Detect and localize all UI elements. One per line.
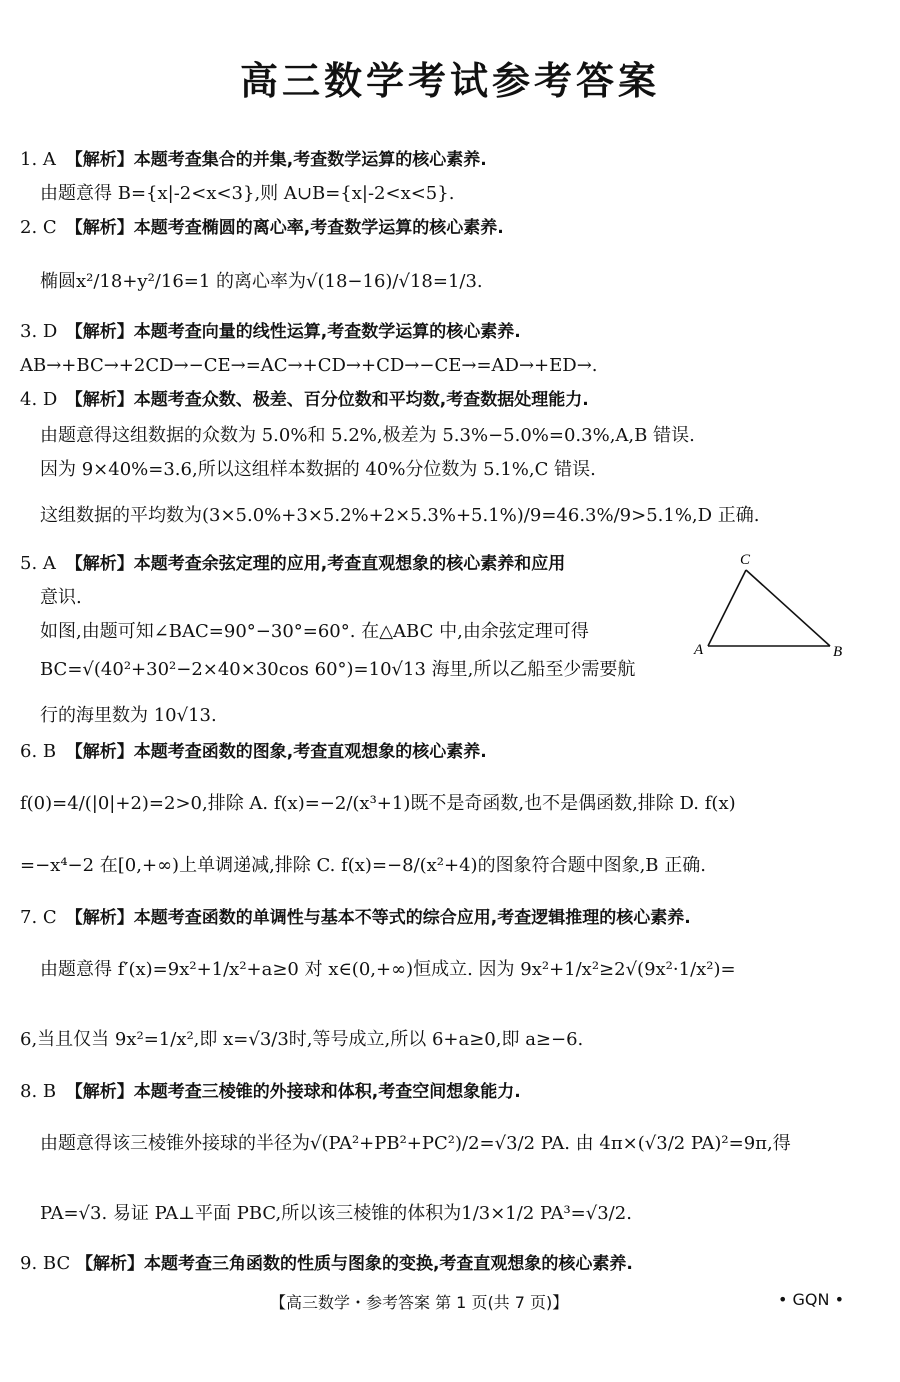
question-intro: 本题考查众数、极差、百分位数和平均数,考查数据处理能力. [133, 390, 589, 410]
question-number: 6. B [20, 741, 57, 762]
question-number: 1. A [20, 149, 56, 170]
analysis-tag: 【解析】 [65, 1082, 134, 1102]
question-intro: 本题考查向量的线性运算,考查数学运算的核心素养. [133, 322, 521, 342]
analysis-tag: 【解析】 [65, 150, 134, 170]
analysis-tag: 【解析】 [65, 390, 134, 410]
question-9-header [20, 1250, 633, 1278]
question-number: 4. D [20, 389, 58, 410]
vertex-c-label: C [740, 552, 751, 568]
answer-line: 如图,由题可知∠BAC=90°−30°=60°. 在△ABC 中,由余弦定理可得 [40, 621, 589, 642]
question-number: 8. B [20, 1081, 57, 1102]
question-number: 5. A [20, 553, 56, 574]
question-2-header [20, 214, 504, 242]
answer-line: f(0)=4/(|0|+2)=2>0,排除 A. f(x)=−2/(x³+1)既不是奇函数,也不是偶函数,排除 D. f(x) [20, 793, 736, 814]
question-7-header [20, 904, 691, 932]
vertex-b-label: B [833, 644, 843, 658]
answer-line: AB→+BC→+2CD→−CE→=AC→+CD→+CD→−CE→=AD→+ED→. [20, 355, 598, 376]
answer-line: =−x⁴−2 在[0,+∞)上单调递减,排除 C. f(x)=−8/(x²+4)的图象符合题中图象,B 正确. [20, 855, 706, 876]
answer-line: 椭圆x²/18+y²/16=1 的离心率为√(18−16)/√18=1/3. [40, 271, 483, 292]
answer-line: 这组数据的平均数为(3×5.0%+3×5.2%+2×5.3%+5.1%)/9=46.3%/9>5.1%,D 正确. [40, 505, 760, 526]
question-intro: 本题考查三角函数的性质与图象的变换,考查直观想象的核心素养. [143, 1254, 633, 1274]
triangle-abc-figure [690, 548, 850, 658]
answer-line: BC=√(40²+30²−2×40×30cos 60°)=10√13 海里,所以乙船至少需要航 [40, 659, 636, 680]
answer-line: PA=√3. 易证 PA⊥平面 PBC,所以该三棱锥的体积为1/3×1/2 PA³=√3/2. [40, 1203, 632, 1224]
analysis-tag: 【解析】 [65, 554, 134, 574]
answer-line: 由题意得该三棱锥外接球的半径为√(PA²+PB²+PC²)/2=√3/2 PA. 由 4π×(√3/2 PA)²=9π,得 [40, 1133, 791, 1154]
question-intro: 本题考查函数的图象,考查直观想象的核心素养. [133, 742, 487, 762]
question-intro: 本题考查集合的并集,考查数学运算的核心素养. [133, 150, 487, 170]
question-3-header [20, 318, 521, 346]
question-1-header [20, 146, 487, 174]
page-title: 高三数学考试参考答案 [239, 59, 660, 103]
analysis-tag: 【解析】 [65, 742, 134, 762]
answer-line: 意识. [40, 587, 82, 608]
question-intro: 本题考查余弦定理的应用,考查直观想象的核心素养和应用 [133, 554, 566, 574]
question-intro: 本题考查椭圆的离心率,考查数学运算的核心素养. [133, 218, 504, 238]
question-5-header [20, 550, 565, 578]
answer-line: 由题意得 f′(x)=9x²+1/x²+a≥0 对 x∈(0,+∞)恒成立. 因为 9x²+1/x²≥2√(9x²·1/x²)= [40, 959, 736, 980]
question-intro: 本题考查三棱锥的外接球和体积,考查空间想象能力. [133, 1082, 521, 1102]
question-intro: 本题考查函数的单调性与基本不等式的综合应用,考查逻辑推理的核心素养. [133, 908, 691, 928]
answer-line: 由题意得这组数据的众数为 5.0%和 5.2%,极差为 5.3%−5.0%=0.3%,A,B 错误. [40, 425, 695, 446]
answer-line: 由题意得 B={x|-2<x<3},则 A∪B={x|-2<x<5}. [40, 183, 455, 204]
side-ac [708, 570, 746, 646]
side-cb [746, 570, 830, 646]
page-footer: 【高三数学・参考答案 第 1 页(共 7 页)】 [270, 1293, 569, 1312]
question-6-header [20, 738, 487, 766]
answer-line: 6,当且仅当 9x²=1/x²,即 x=√3/3时,等号成立,所以 6+a≥0,即 a≥−6. [20, 1029, 584, 1050]
analysis-tag: 【解析】 [65, 218, 134, 238]
footer-code: • GQN • [778, 1290, 845, 1309]
question-8-header [20, 1078, 521, 1106]
analysis-tag: 【解析】 [75, 1254, 144, 1274]
question-number: 2. C [20, 217, 57, 238]
question-4-header [20, 386, 589, 414]
answer-line: 行的海里数为 10√13. [40, 705, 217, 726]
answer-line: 因为 9×40%=3.6,所以这组样本数据的 40%分位数为 5.1%,C 错误. [40, 459, 596, 480]
question-number: 9. BC [20, 1253, 71, 1274]
question-number: 3. D [20, 321, 58, 342]
analysis-tag: 【解析】 [65, 322, 134, 342]
question-number: 7. C [20, 907, 57, 928]
analysis-tag: 【解析】 [65, 908, 134, 928]
vertex-a-label: A [694, 642, 704, 658]
